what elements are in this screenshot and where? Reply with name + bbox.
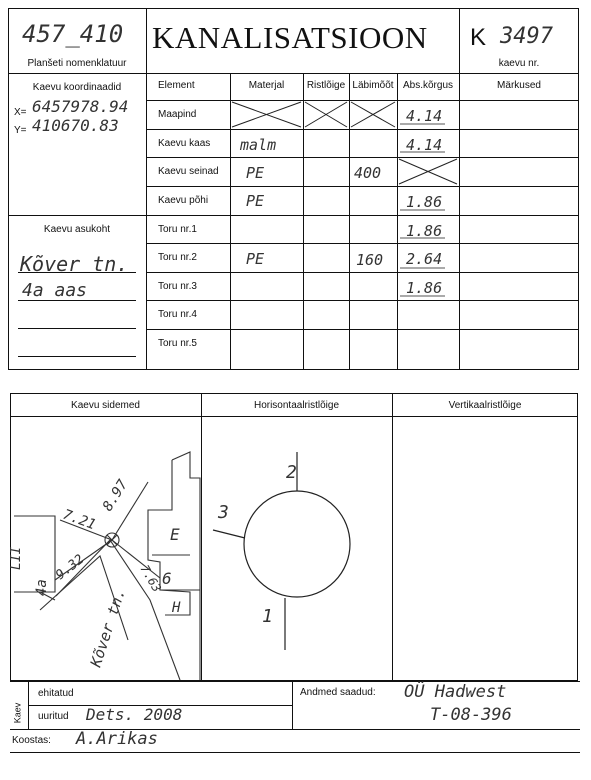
data-source-label: Andmed saadud: — [300, 687, 376, 698]
page-title: KANALISATSIOON — [152, 20, 428, 55]
x-prefix: X= — [14, 107, 27, 118]
distance-label-1: 7.21 — [60, 506, 98, 534]
row-label: Maapind — [158, 109, 197, 120]
building-label-4: 6 — [162, 569, 172, 588]
surveyed-value: Dets. 2008 — [86, 705, 183, 724]
cell-korgus: 1.86 — [406, 279, 443, 297]
column-header-abs-korgus: Abs.kõrgus — [402, 80, 454, 91]
column-header-element: Element — [158, 80, 195, 91]
row-label: Toru nr.5 — [158, 338, 197, 349]
x-coordinate: 6457978.94 — [32, 97, 129, 116]
row-label: Toru nr.3 — [158, 281, 197, 292]
distance-label-3: 9.32 — [53, 552, 88, 584]
cell-korgus: 2.64 — [406, 250, 443, 268]
distance-label-2: 8.97 — [99, 477, 132, 515]
column-header-ristloige: Ristlõige — [306, 80, 346, 91]
nomenclature-value: 457_410 — [22, 20, 124, 48]
cell-materjal: PE — [246, 164, 265, 182]
built-label: ehitatud — [38, 688, 74, 699]
building-label-2: 4a — [34, 579, 50, 596]
surveyed-label: uuritud — [38, 711, 69, 722]
distance-label-4: 7.63 — [137, 562, 164, 595]
street-label: Kõver tn. — [86, 586, 129, 670]
coordinates-label: Kaevu koordinaadid — [32, 82, 122, 93]
cell-korgus: 1.86 — [406, 222, 443, 240]
location-line-1: Kõver tn. — [20, 252, 129, 276]
column-header-vertical-section: Vertikaalristlõige — [448, 400, 522, 411]
building-label-3: E — [170, 525, 180, 544]
pipe-label-3: 3 — [218, 502, 229, 523]
pipe-label-2: 2 — [286, 462, 297, 483]
cell-labimoot: 400 — [354, 164, 382, 182]
well-number: 3497 — [500, 24, 553, 49]
column-header-labimoot: Läbimõõt — [352, 80, 394, 91]
column-header-materjal: Materjal — [248, 80, 285, 91]
divider — [10, 752, 580, 753]
cell-korgus: 4.14 — [406, 107, 443, 125]
data-source-value-1: OÜ Hadwest — [404, 682, 507, 702]
building-label-5: H — [172, 600, 181, 616]
location-line-2: 4a aas — [22, 280, 88, 301]
cell-materjal: PE — [246, 250, 265, 268]
y-prefix: Y= — [14, 125, 27, 136]
cell-korgus: 4.14 — [406, 136, 443, 154]
well-number-label: kaevu nr. — [498, 58, 540, 69]
column-header-horizontal-section: Horisontaalristlõige — [253, 400, 340, 411]
nomenclature-label: Planšeti nomenklatuur — [27, 58, 127, 69]
well-prefix: K — [470, 24, 487, 51]
y-coordinate: 410670.83 — [32, 116, 119, 135]
divider — [292, 681, 293, 729]
row-label: Toru nr.1 — [158, 224, 197, 235]
cell-korgus: 1.86 — [406, 193, 443, 211]
side-label: Kaev — [12, 702, 23, 724]
column-header-markused: Märkused — [497, 80, 541, 91]
row-label: Toru nr.2 — [158, 252, 197, 263]
row-label: Kaevu kaas — [158, 138, 211, 149]
cell-labimoot: 160 — [356, 251, 384, 269]
column-header-connections: Kaevu sidemed — [71, 400, 140, 411]
data-source-value-2: T-08-396 — [430, 705, 512, 725]
compiler-value: A.Arikas — [76, 729, 158, 749]
cell-materjal: malm — [240, 136, 277, 154]
row-label: Kaevu seinad — [158, 166, 219, 177]
compiler-label: Koostas: — [12, 735, 51, 746]
row-label: Toru nr.4 — [158, 309, 197, 320]
row-label: Kaevu põhi — [158, 195, 209, 206]
pipe-label-1: 1 — [262, 606, 273, 627]
building-label-1: LII — [9, 546, 24, 570]
location-label: Kaevu asukoht — [43, 224, 111, 235]
cell-materjal: PE — [246, 192, 265, 210]
